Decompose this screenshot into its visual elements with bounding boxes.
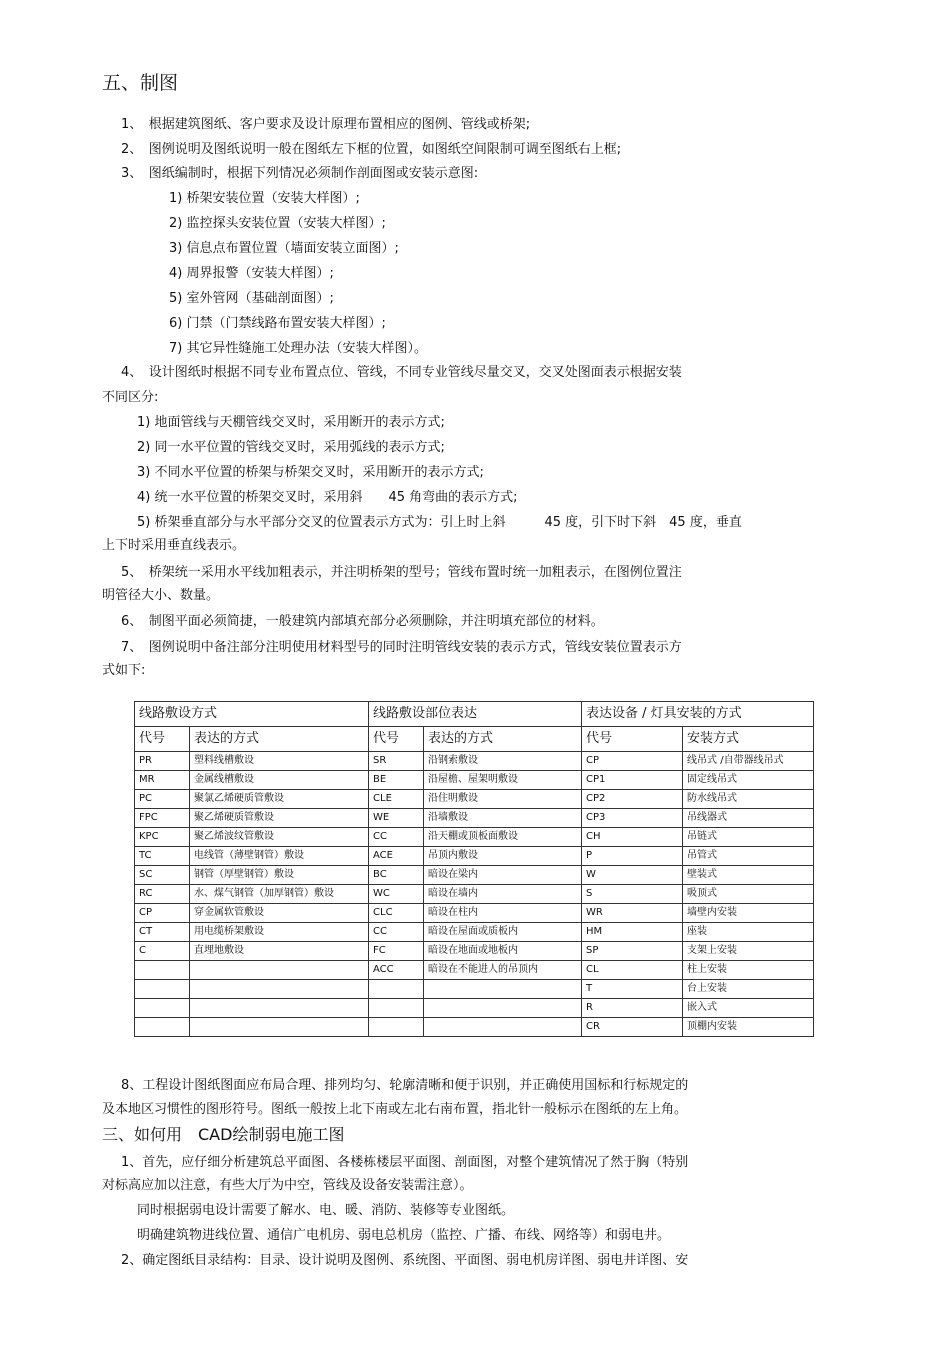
item-2: 2、 图例说明及图纸说明一般在图纸左下框的位置，如图纸空间限制可调至图纸右上框;	[121, 142, 622, 157]
item-3-sub-4: 4) 周界报警（安装大样图）;	[169, 266, 334, 281]
item-3-sub-6: 6) 门禁（门禁线路布置安装大样图）;	[169, 316, 386, 331]
table-cell: CP3	[582, 809, 683, 828]
table-cell: CC	[369, 828, 424, 847]
table-cell: W	[582, 866, 683, 885]
table-cell: MR	[135, 771, 190, 790]
table-row	[135, 999, 814, 1018]
table-row	[135, 771, 814, 790]
table-subheader: 代号	[369, 727, 424, 752]
table-cell: CP	[582, 752, 683, 771]
table-subheader: 安装方式	[683, 727, 814, 752]
table-cell: 吊管式	[683, 847, 814, 866]
table-row	[135, 790, 814, 809]
section-title-5: 五、制图	[102, 72, 179, 94]
item-4-sub-5-line-1: 5) 桥架垂直部分与水平部分交叉的位置表示方式为：引上时上斜 45 度，引下时下斜 45 度，垂直	[137, 515, 742, 530]
item-3: 3、 图纸编制时，根据下列情况必须制作剖面图或安装示意图:	[121, 166, 479, 181]
table-cell: CT	[135, 923, 190, 942]
table-subheader: 代号	[135, 727, 190, 752]
table-cell: T	[582, 980, 683, 999]
table-cell: 穿金属软管敷设	[190, 904, 369, 923]
table-cell: 嵌入式	[683, 999, 814, 1018]
table-row	[135, 847, 814, 866]
table-cell: S	[582, 885, 683, 904]
table-cell: 沿钢索敷设	[424, 752, 582, 771]
table-cell: 顶棚内安装	[683, 1018, 814, 1037]
table-cell: 钢管（厚壁钢管）敷设	[190, 866, 369, 885]
section-title-3: 三、如何用 CAD绘制弱电施工图	[102, 1125, 345, 1144]
table-cell: 台上安装	[683, 980, 814, 999]
table-cell: 暗设在不能进人的吊顶内	[424, 961, 582, 980]
item-4-sub-5-line-2: 上下时采用垂直线表示。	[102, 538, 246, 553]
table-cell: R	[582, 999, 683, 1018]
table-cell: CP	[135, 904, 190, 923]
item-3-sub-5: 5) 室外管网（基础剖面图）;	[169, 291, 334, 306]
table-cell	[190, 999, 369, 1018]
table-cell: CC	[369, 923, 424, 942]
table-cell: CL	[582, 961, 683, 980]
table-cell	[424, 999, 582, 1018]
table-cell: PC	[135, 790, 190, 809]
item-8-line-1: 8、工程设计图纸图面应布局合理、排列均匀、轮廓清晰和便于识别，并正确使用国标和行标规定的	[121, 1078, 689, 1093]
table-cell: CP2	[582, 790, 683, 809]
table-cell: WR	[582, 904, 683, 923]
table-cell	[190, 980, 369, 999]
item-5-line-1: 5、 桥架统一采用水平线加粗表示，并注明桥架的型号；管线布置时统一加粗表示，在图例位置注	[121, 565, 682, 580]
item-3-sub-7: 7) 其它异性缝施工处理办法（安装大样图）。	[169, 341, 427, 356]
table-cell: 暗设在梁内	[424, 866, 582, 885]
table-cell: BC	[369, 866, 424, 885]
table-cell: FPC	[135, 809, 190, 828]
item-4-sub-1: 1) 地面管线与天棚管线交叉时，采用断开的表示方式;	[137, 415, 445, 430]
table-cell: TC	[135, 847, 190, 866]
table-cell: 暗设在墙内	[424, 885, 582, 904]
section-3-p1-line-2: 对标高应加以注意，有些大厅为中空，管线及设备安装需注意）。	[102, 1178, 473, 1193]
table-cell: 沿屋檐、屋架明敷设	[424, 771, 582, 790]
table-cell: 沿天棚或顶板面敷设	[424, 828, 582, 847]
table-cell: 墙壁内安装	[683, 904, 814, 923]
item-7-line-2: 式如下:	[102, 663, 146, 678]
table-cell: CLC	[369, 904, 424, 923]
table-row	[135, 904, 814, 923]
item-8-line-2: 及本地区习惯性的图形符号。图纸一般按上北下南或左北右南布置，指北针一般标示在图纸的左上角。	[102, 1102, 688, 1117]
table-cell: 支架上安装	[683, 942, 814, 961]
table-row	[135, 809, 814, 828]
table-cell: 暗设在柱内	[424, 904, 582, 923]
table-cell	[424, 980, 582, 999]
table-cell: 金属线槽敷设	[190, 771, 369, 790]
table-cell: 线吊式 /自带器线吊式	[683, 752, 814, 771]
table-header-row	[135, 702, 814, 727]
table-cell	[135, 999, 190, 1018]
item-3-sub-3: 3) 信息点布置位置（墙面安装立面图）;	[169, 241, 399, 256]
table-cell: P	[582, 847, 683, 866]
table-row	[135, 961, 814, 980]
table-cell: 水、煤气钢管（加厚钢管）敷设	[190, 885, 369, 904]
item-7-line-1: 7、 图例说明中备注部分注明使用材料型号的同时注明管线安装的表示方式，管线安装位置表示方	[121, 640, 682, 655]
table-cell	[369, 980, 424, 999]
table-cell: 固定线吊式	[683, 771, 814, 790]
table-cell: PR	[135, 752, 190, 771]
table-row	[135, 980, 814, 999]
table-cell	[135, 980, 190, 999]
table-cell: CP1	[582, 771, 683, 790]
table-cell: 防水线吊式	[683, 790, 814, 809]
table-cell: 壁装式	[683, 866, 814, 885]
item-4-line-1: 4、 设计图纸时根据不同专业布置点位、管线，不同专业管线尽量交叉，交叉处图面表示根据安装	[121, 365, 682, 380]
table-cell	[135, 961, 190, 980]
item-5-line-2: 明管径大小、数量。	[102, 588, 220, 603]
item-4-sub-3: 3) 不同水平位置的桥架与桥架交叉时，采用断开的表示方式;	[137, 465, 484, 480]
table-row	[135, 885, 814, 904]
table-cell: 吊链式	[683, 828, 814, 847]
table-cell: 吊顶内敷设	[424, 847, 582, 866]
table-cell: 暗设在屋面或质板内	[424, 923, 582, 942]
table-cell	[190, 1018, 369, 1037]
table-cell: CLE	[369, 790, 424, 809]
table-cell: 暗设在地面或地板内	[424, 942, 582, 961]
item-4-sub-2: 2) 同一水平位置的管线交叉时，采用弧线的表示方式;	[137, 440, 445, 455]
table-cell: 用电缆桥架敷设	[190, 923, 369, 942]
table-cell: 吊线器式	[683, 809, 814, 828]
table-row	[135, 923, 814, 942]
table-cell: SP	[582, 942, 683, 961]
table-cell: RC	[135, 885, 190, 904]
table-row	[135, 828, 814, 847]
section-3-p4: 2、确定图纸目录结构：目录、设计说明及图例、系统图、平面图、弱电机房详图、弱电井详图、安	[121, 1253, 689, 1268]
table-cell: SR	[369, 752, 424, 771]
table-cell: 直埋地敷设	[190, 942, 369, 961]
table-cell: 吸顶式	[683, 885, 814, 904]
table-cell: ACE	[369, 847, 424, 866]
section-3-p1-line-1: 1、首先，应仔细分析建筑总平面图、各楼栋楼层平面图、剖面图，对整个建筑情况了然于胸（特别	[121, 1155, 689, 1170]
table-cell: ACC	[369, 961, 424, 980]
table-subheader: 表达的方式	[424, 727, 582, 752]
wiring-legend-table	[134, 701, 814, 1037]
item-3-sub-2: 2) 监控探头安装位置（安装大样图）;	[169, 216, 386, 231]
table-cell: 聚乙烯硬质管敷设	[190, 809, 369, 828]
section-3-p2: 同时根据弱电设计需要了解水、电、暖、消防、装修等专业图纸。	[137, 1203, 515, 1218]
table-cell: SC	[135, 866, 190, 885]
table-cell: CH	[582, 828, 683, 847]
table-cell: BE	[369, 771, 424, 790]
table-cell: 柱上安装	[683, 961, 814, 980]
item-1: 1、 根据建筑图纸、客户要求及设计原理布置相应的图例、管线或桥架;	[121, 117, 531, 132]
table-cell: 聚氯乙烯硬质管敷设	[190, 790, 369, 809]
item-3-sub-1: 1) 桥架安装位置（安装大样图）;	[169, 191, 360, 206]
table-row	[135, 866, 814, 885]
table-header: 线路敷设部位表达	[369, 702, 582, 727]
table-cell: 沿住明敷设	[424, 790, 582, 809]
item-4-line-2: 不同区分:	[102, 390, 159, 405]
table-cell	[135, 1018, 190, 1037]
table-cell: FC	[369, 942, 424, 961]
table-cell: WC	[369, 885, 424, 904]
table-subheader: 代号	[582, 727, 683, 752]
table-cell	[190, 961, 369, 980]
table-cell: CR	[582, 1018, 683, 1037]
table-header: 线路敷设方式	[135, 702, 369, 727]
table-cell: C	[135, 942, 190, 961]
table-cell: 塑料线槽敷设	[190, 752, 369, 771]
table-subheader-row	[135, 727, 814, 752]
table-subheader: 表达的方式	[190, 727, 369, 752]
table-cell: 电线管（薄壁钢管）敷设	[190, 847, 369, 866]
table-row	[135, 942, 814, 961]
table-row	[135, 752, 814, 771]
section-3-p3: 明确建筑物进线位置、通信广电机房、弱电总机房（监控、广播、布线、网络等）和弱电井。	[137, 1228, 671, 1243]
item-6: 6、 制图平面必须简捷，一般建筑内部填充部分必须删除，并注明填充部位的材料。	[121, 614, 604, 629]
table-header: 表达设备 / 灯具安装的方式	[582, 702, 814, 727]
table-cell: KPC	[135, 828, 190, 847]
table-cell: 聚乙烯波纹管敷设	[190, 828, 369, 847]
table-row	[135, 1018, 814, 1037]
table-cell: 沿墙敷设	[424, 809, 582, 828]
table-cell: 座装	[683, 923, 814, 942]
item-4-sub-4: 4) 统一水平位置的桥架交叉时，采用斜 45 角弯曲的表示方式;	[137, 490, 518, 505]
table-cell: HM	[582, 923, 683, 942]
table-cell	[369, 999, 424, 1018]
table-cell	[424, 1018, 582, 1037]
table-cell	[369, 1018, 424, 1037]
table-cell: WE	[369, 809, 424, 828]
